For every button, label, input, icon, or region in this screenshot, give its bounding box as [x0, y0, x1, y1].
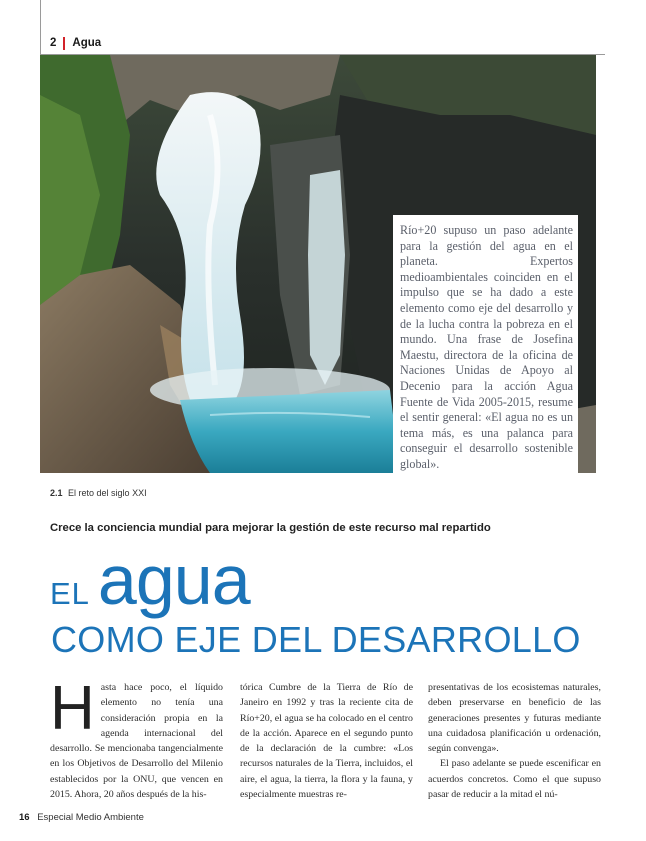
body-column-3-paragraph-2: El paso adelante se puede escenificar en acuerdos concretos. Como el que supuso pasar de reducir a la mitad el nú- — [428, 758, 601, 801]
section-number: 2 — [50, 37, 57, 49]
publication-name: Especial Medio Ambiente — [37, 812, 144, 823]
header-vertical-rule — [40, 0, 41, 58]
page-footer — [19, 812, 144, 823]
pull-quote-box — [393, 215, 578, 477]
photo-caption — [50, 488, 147, 498]
page-number: 16 — [19, 812, 30, 823]
section-title: Agua — [72, 37, 102, 49]
body-column-1-text: asta hace poco, el líquido elemento no tenía una consideración propia en la agenda internacional del desarrollo. Se mencionaba tangencialmente en los Objetivos de Desarrollo del Milenio establecidos por la ONU, que vencen en 2015. Ahora, 20 años después de la his- — [50, 682, 223, 801]
article-title-line1 — [50, 540, 250, 620]
article-subtitle: Crece la conciencia mundial para mejorar la gestión de este recurso mal repartido — [50, 522, 491, 534]
drop-cap: H — [50, 674, 95, 743]
title-el: EL — [50, 576, 90, 611]
article-title-line2: COMO EJE DEL DESARROLLO — [51, 619, 581, 660]
body-column-3-paragraph-1: presentativas de los ecosistemas naturales, deben preservarse en beneficio de las generaciones presentes y futuras mediante una cuidadosa planificación u ordenación, según convenga». — [428, 682, 601, 755]
body-column-3 — [428, 680, 601, 802]
body-column-2-text: tórica Cumbre de la Tierra de Río de Janeiro en 1992 y tras la reciente cita de Río+20, el agua se ha colocado en el centro de la acción. Aparece en el segundo punto de la declaración de la cumbre: «Los recursos naturales de la Tierra, incluidos, el aire, el agua, la tierra, la flora y la fauna, y especialmente muestras re- — [240, 682, 413, 801]
title-word-agua: agua — [97, 541, 250, 619]
header-accent-bar — [63, 37, 65, 50]
section-header — [50, 35, 101, 51]
article-body — [50, 674, 601, 801]
pull-quote-text: Río+20 supuso un paso adelante para la gestión del agua en el planeta. Expertos medioambientales coinciden en el impulso que se ha dado a este elemento como eje del desarrollo y de la lucha contra la pobreza en el mundo. Una frase de Josefina Maestu, directora de la oficina de Naciones Unidas de Apoyo al Decenio para la acción Agua Fuente de Vida 2005-2015, resume el sentir general: «El agua no es un tema más, es una palanca para conseguir el desarrollo sostenible global». — [400, 223, 573, 471]
caption-number: 2.1 — [50, 488, 63, 498]
body-column-2 — [240, 680, 413, 802]
caption-text: El reto del siglo XXI — [68, 488, 147, 498]
body-column-1 — [50, 674, 223, 802]
